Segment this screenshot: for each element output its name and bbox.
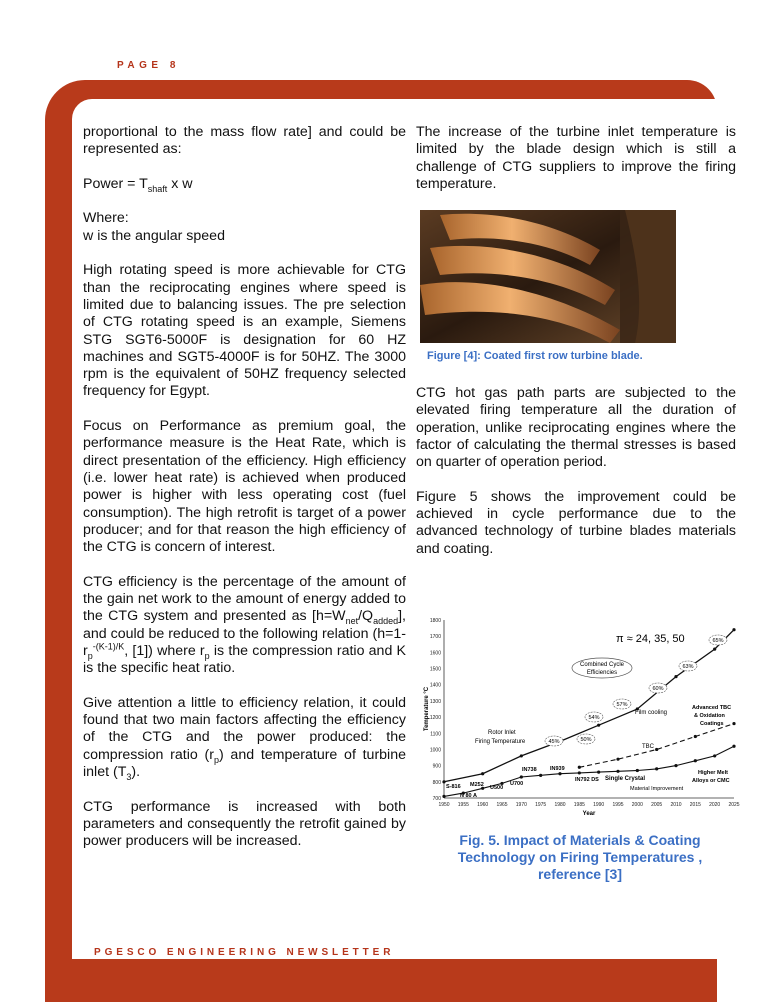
where-block: Where: w is the angular speed [83,210,225,244]
y-tick-label: 1200 [429,715,441,722]
series-point [732,722,735,725]
series-point [674,764,677,767]
y-tick-label: 1600 [429,650,441,657]
material-label: U700 [510,781,524,787]
annotation-tbc: TBC [642,744,654,750]
x-tick-label: 1970 [515,802,527,808]
y-tick-label: 700 [432,796,441,802]
paragraph: Figure 5 shows the improvement could be achieved in cycle performance due to the advanced technology of turbine blades materials and coating. [416,488,736,557]
material-label: M252 [470,782,484,788]
x-tick-label: 2005 [651,802,663,808]
right-column-lower [416,385,736,575]
y-tick-label: 1800 [429,618,441,624]
annotation-rotor-inlet: Rotor Inlet [488,730,516,736]
series-point [732,628,735,631]
y-tick-label: 1100 [430,731,441,738]
series-point [558,772,561,775]
figure-5-chart [420,612,740,822]
series-point [520,754,523,757]
series-point [442,780,445,783]
series-line-2 [579,724,734,768]
x-tick-label: 1955 [457,802,469,808]
annotation-rotor-inlet-2: Firing Temperature [475,739,526,745]
y-tick-label: 1400 [429,682,441,689]
efficiency-label: 54% [588,715,600,721]
material-label: IN738 [522,767,537,773]
material-label: S-816 [446,784,461,790]
series-point [694,759,697,762]
annotation-combined-cycle-2: Efficiencies [586,670,618,676]
series-point [597,724,600,727]
y-axis-label: Temperature °C [424,686,430,732]
left-column [83,124,406,868]
turbine-blade-photo [420,210,676,343]
page-label: PAGE 8 [117,60,180,71]
efficiency-paragraph: CTG efficiency is the percentage of the amount of the gain net work to the amount of energy added to the CTG system and presented as $[h=W_{net}/Q_{added}]$, and could be reduced to the following relation ($h=1-r_p^{-(K-1)/K}$, [1]) where $r_p$ is the compression ratio and K is the specific heat ratio. [83,573,406,677]
series-point [520,775,523,778]
series-point [481,772,484,775]
series-point [655,748,658,751]
series-point [578,766,581,769]
efficiency-label: 63% [682,664,694,670]
x-tick-label: 1960 [477,802,489,808]
material-label: U500 [490,785,504,791]
annotation-advanced-tbc-2: & Oxidation [694,713,725,719]
x-tick-label: 2015 [689,802,701,808]
material-label: IN792 DS [575,777,599,783]
power-equation: Power = $T_{shaft}$ x w [83,175,193,194]
efficiency-label: 60% [652,686,664,692]
series-point [655,767,658,770]
x-tick-label: 1995 [612,802,624,808]
series-point [597,771,600,774]
y-tick-label: 1500 [429,666,441,673]
temperature-chart [420,612,740,822]
series-point [539,774,542,777]
material-label: N 80 A [460,793,477,799]
series-point [616,758,619,761]
efficiency-label: 50% [580,737,592,743]
x-tick-label: 1975 [535,802,547,808]
paragraph: High rotating speed is more achievable for CTG than the reciprocating engines where speed is limited due to balancing issues. The pre selection of CTG rotating speed is an example, Siemens STG SGT6-5000F is designation for 60 HZ machines and SGT5-4000F is for 50HZ. The 3000 rpm is the equivalent of 50HZ frequency selected frequency for Egypt. [83,262,406,400]
x-tick-label: 1950 [438,802,450,808]
y-tick-label: 900 [432,763,441,770]
x-tick-label: 2010 [670,802,682,808]
annotation-higher-melt-2: Alloys or CMC [692,778,730,784]
annotation-material-improvement: Material Improvement [630,786,684,792]
annotation-film-cooling: Film cooling [635,710,668,716]
annotation-single-crystal: Single Crystal [605,776,646,782]
x-axis-label: Year [582,811,596,817]
y-tick-label: 800 [432,779,441,786]
x-tick-label: 2000 [631,802,643,808]
paragraph: The increase of the turbine inlet temperature is limited by the blade design which is still a challenge of CTG suppliers to improve the firing temperature. [416,124,736,192]
paragraph: CTG performance is increased with both parameters and consequently the retrofit gained by power producers will be increased. [83,798,406,850]
annotation-higher-melt: Higher Melt [698,770,728,776]
material-label: IN939 [550,766,565,772]
x-tick-label: 1965 [496,802,508,808]
annotation-advanced-tbc: Advanced TBC [692,705,732,711]
paragraph: Give attention a little to efficiency relation, it could found that two main factors affecting the efficiency of the CTG and the power produced: the compression ratio $(r_p)$ and temperature of turbine inlet $(T_3)$. [83,694,406,782]
efficiency-label: 45% [548,739,560,745]
x-tick-label: 2025 [728,802,740,808]
series-point [616,770,619,773]
series-point [713,648,716,651]
x-tick-label: 2020 [709,802,721,808]
series-point [694,735,697,738]
series-point [732,745,735,748]
figure-4-caption: Figure [4]: Coated first row turbine blade. [427,350,643,362]
paragraph: Focus on Performance as premium goal, the performance measure is the Heat Rate, which is direct presentation of the efficiency. High efficiency (i.e. lower heat rate) is achieved when produced power is higher with less operating cost (fuel consumption). The high retrofit is target of a power producer; and for that reason the high efficiency of the CTG is concern of interest. [83,418,406,556]
y-tick-label: 1700 [429,634,441,641]
x-tick-label: 1980 [554,802,566,808]
x-tick-label: 1990 [593,802,605,808]
series-point [578,771,581,774]
right-column [416,124,736,210]
annotation-advanced-tbc-3: Coatings [700,721,724,727]
series-point [674,675,677,678]
annotation-pi: π ≈ 24, 35, 50 [616,633,685,645]
paragraph: CTG hot gas path parts are subjected to the elevated firing temperature all the duration of operation, unlike reciprocating engines where the factor of calculating the thermal stresses is based on quarter of operation period. [416,385,736,471]
series-point [442,795,445,798]
series-line-0 [444,630,734,782]
figure-5-caption: Fig. 5. Impact of Materials & Coating Technology on Firing Temperatures , reference [3] [457,832,703,882]
efficiency-label: 65% [712,638,724,644]
paragraph: proportional to the mass flow rate] and could be represented as: [83,124,406,158]
footer-newsletter-title: PGESCO ENGINEERING NEWSLETTER [94,947,395,958]
series-point [636,769,639,772]
series-point [713,754,716,757]
turbine-blade-image [420,210,676,343]
annotation-combined-cycle: Combined Cycle [579,662,625,668]
x-tick-label: 1985 [573,802,585,808]
y-tick-label: 1300 [429,698,441,705]
y-tick-label: 1000 [429,747,441,754]
efficiency-label: 57% [616,702,628,708]
